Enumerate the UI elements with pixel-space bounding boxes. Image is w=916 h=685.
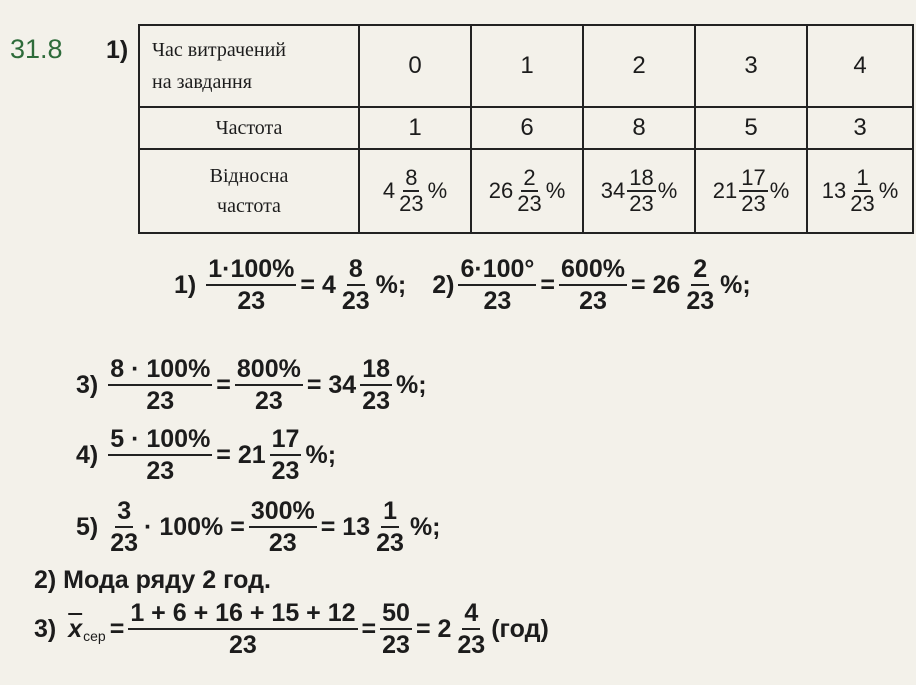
denominator: 23 <box>382 631 410 659</box>
equals: = <box>216 370 231 399</box>
numerator: 5 · 100% <box>108 424 212 456</box>
mean-subscript: сер <box>83 627 106 644</box>
numerator: 17 <box>739 166 767 192</box>
equals-whole: = 2 <box>415 614 452 643</box>
table-row <box>139 149 913 233</box>
whole: 4 <box>382 178 396 203</box>
relative-cell <box>807 149 913 233</box>
numerator: 8 <box>403 166 419 192</box>
relative-cell <box>471 149 583 233</box>
frequency-label: Частота <box>139 107 359 149</box>
part1-label: 1) <box>106 36 129 64</box>
calc-4 <box>76 424 336 486</box>
multiply-equals: · 100% = <box>144 512 245 541</box>
denominator: 23 <box>146 387 175 415</box>
calc-4-label: 4) <box>76 440 99 469</box>
denominator: 23 <box>517 191 542 216</box>
calc-1 <box>174 254 751 316</box>
equals: = <box>361 614 377 643</box>
relative-label-line2: частота <box>217 195 281 217</box>
unit: % <box>545 178 566 203</box>
numerator: 300% <box>249 496 317 528</box>
numerator: 1 <box>854 166 870 192</box>
denominator: 23 <box>341 287 370 315</box>
tail: %; <box>305 440 337 469</box>
unit: % <box>878 178 899 203</box>
numerator: 17 <box>270 424 302 456</box>
table-row <box>139 107 913 149</box>
numerator: 18 <box>360 354 392 386</box>
denominator: 23 <box>229 631 257 659</box>
numerator: 2 <box>521 166 537 192</box>
numerator: 8 · 100% <box>108 354 212 386</box>
hour-cell: 4 <box>807 25 913 107</box>
relative-cell <box>583 149 695 233</box>
numerator: 1 + 6 + 16 + 15 + 12 <box>128 598 357 630</box>
unit: % <box>427 178 448 203</box>
denominator: 23 <box>686 287 715 315</box>
tail: %; <box>409 512 441 541</box>
numerator: 1 <box>381 496 399 528</box>
mean-symbol <box>68 615 105 644</box>
equals-whole: = 21 <box>216 440 266 469</box>
denominator: 23 <box>271 457 300 485</box>
denominator: 23 <box>457 631 486 659</box>
header-label-line1: Час витрачений <box>152 39 287 61</box>
calc-5 <box>76 496 441 558</box>
part-2-mode: 2) Мода ряду 2 год. <box>34 566 271 594</box>
denominator: 23 <box>629 191 654 216</box>
frequency-cell: 5 <box>695 107 807 149</box>
whole: 13 <box>821 178 847 203</box>
numerator: 800% <box>235 354 303 386</box>
hour-cell: 3 <box>695 25 807 107</box>
hour-cell: 0 <box>359 25 471 107</box>
relative-cell <box>695 149 807 233</box>
denominator: 23 <box>399 191 424 216</box>
relative-cell <box>359 149 471 233</box>
calc-3-label: 3) <box>76 370 99 399</box>
denominator: 23 <box>741 191 766 216</box>
calc-5-label: 5) <box>76 512 99 541</box>
equals-whole: = 4 <box>300 270 336 299</box>
denominator: 23 <box>850 191 875 216</box>
tail: %; <box>375 270 407 299</box>
tail: (год) <box>491 614 549 643</box>
numerator: 3 <box>115 496 133 528</box>
equals: = <box>540 270 556 299</box>
numerator: 4 <box>462 598 480 630</box>
denominator: 23 <box>362 387 391 415</box>
denominator: 23 <box>237 287 266 315</box>
calc-3 <box>76 354 427 416</box>
numerator: 18 <box>627 166 655 192</box>
frequency-table <box>138 24 914 234</box>
part-3-label: 3) <box>34 614 57 643</box>
whole: 21 <box>712 178 738 203</box>
whole: 26 <box>488 178 514 203</box>
numerator: 6·100° <box>458 254 536 286</box>
equals-whole: = 13 <box>320 512 371 541</box>
numerator: 2 <box>691 254 709 286</box>
numerator: 50 <box>380 598 412 630</box>
tail: %; <box>396 370 427 399</box>
tail: %; <box>720 270 751 299</box>
mean-variable: $\overline{x}$ <box>68 614 83 643</box>
calc-1-label: 1) <box>174 270 197 299</box>
relative-label-line1: Відносна <box>209 165 289 187</box>
calc-2-label: 2) <box>432 270 455 299</box>
hour-cell: 2 <box>583 25 695 107</box>
frequency-cell: 6 <box>471 107 583 149</box>
frequency-cell: 3 <box>807 107 913 149</box>
equals-whole: = 34 <box>306 370 357 399</box>
problem-number: 31.8 <box>10 34 63 64</box>
unit: % <box>657 178 678 203</box>
equals-whole: = 26 <box>630 270 681 299</box>
table-row <box>139 25 913 107</box>
frequency-cell: 8 <box>583 107 695 149</box>
denominator: 23 <box>579 287 607 315</box>
denominator: 23 <box>110 529 139 557</box>
numerator: 8 <box>347 254 365 286</box>
whole: 34 <box>600 178 626 203</box>
part-3-mean <box>34 598 549 660</box>
denominator: 23 <box>146 457 175 485</box>
equals: = <box>109 614 125 643</box>
numerator: 600% <box>559 254 627 286</box>
header-label-line2: на завдання <box>152 71 252 93</box>
frequency-cell: 1 <box>359 107 471 149</box>
denominator: 23 <box>376 529 404 557</box>
hour-cell: 1 <box>471 25 583 107</box>
denominator: 23 <box>268 529 297 557</box>
unit: % <box>769 178 790 203</box>
header-cell <box>139 25 359 107</box>
denominator: 23 <box>483 287 512 315</box>
relative-label-cell <box>139 149 359 233</box>
numerator: 1·100% <box>206 254 296 286</box>
denominator: 23 <box>254 387 283 415</box>
